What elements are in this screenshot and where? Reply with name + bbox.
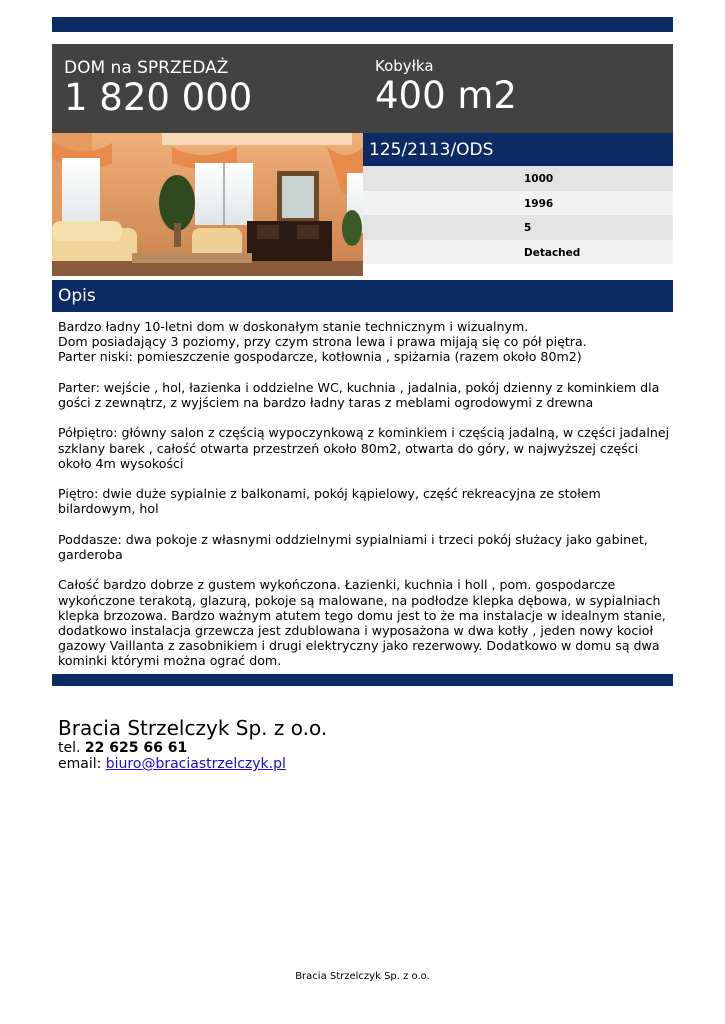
property-photo: [52, 133, 363, 276]
price: 1 820 000: [64, 76, 253, 119]
phone-line: [58, 740, 286, 756]
details-row: [363, 215, 673, 240]
details-value: 1996: [524, 197, 554, 210]
phone-number: 22 625 66 61: [84, 740, 188, 756]
details-value: 5: [524, 222, 532, 234]
details-row: [363, 166, 673, 191]
email-line: [58, 756, 286, 772]
description-paragraph: Bardzo ładny 10-letni dom w doskonałym stanie technicznym i wizualnym. Dom posiadający 3 poziomy, przy czym strona lewa i prawa mijają się co pół piętra. Parter niski: pomieszczenie gospodarcze, kotłownia , spiżarnia (razem około 80m2): [58, 319, 587, 365]
top-bar: [52, 17, 673, 32]
description-paragraph: Całość bardzo dobrze z gustem wykończona. Łazienki, kuchnia i holl , pom. gospodarcze wykończone terakotą, glazurą, pokoje są malowane, na podłodze klepka dębowa, w sypialniach klepka brzozowa. Bardzo ważnym atutem tego domu jest to że ma instalacje w idealnym stanie, dodatkowo instalacja grzewcza jest zdublowana i wyposażona w dwa kotły , jeden nowy kocioł gazowy Vaillanta z zasobnikiem i drugi elektryczny jako rezerwowy. Dodatkowo w domu są dwa kominki którymi można ograć dom.: [58, 577, 666, 669]
footer: Bracia Strzelczyk Sp. z o.o.: [295, 971, 430, 982]
section-title: Opis: [58, 286, 96, 306]
company-name: Bracia Strzelczyk Sp. z o.o.: [58, 716, 328, 740]
living-room-image: [52, 133, 363, 276]
email-label: email:: [58, 756, 102, 772]
details-row: [363, 240, 673, 265]
phone-label: tel.: [58, 740, 81, 756]
details-value: Detached: [524, 246, 581, 259]
email-link[interactable]: biuro@braciastrzelczyk.pl: [105, 756, 286, 772]
description-header: [52, 280, 673, 312]
description-paragraph: Piętro: dwie duże sypialnie z balkonami, pokój kąpielowy, część rekreacyjna ze stołem bilardowym, hol: [58, 486, 601, 517]
description-paragraph: Półpiętro: główny salon z częścią wypoczynkową z kominkiem i częścią jadalną, w części jadalnej szklany barek , całość otwarta przestrzeń około 80m2, otwarta do góry, w najwyższej części około 4m wysokości: [58, 425, 670, 471]
reference-number: 125/2113/ODS: [369, 140, 494, 160]
details-value: 1000: [524, 173, 554, 185]
contact-info: [58, 740, 286, 772]
description-paragraph: Parter: wejście , hol, łazienka i oddzielne WC, kuchnia , jadalnia, pokój dzienny z kominkiem dla gości z zewnątrz, z wyjściem na bardzo ładny taras z meblami ogrodowymi z drewna: [58, 379, 660, 410]
description: [58, 319, 670, 684]
property-type: DOM na SPRZEDAŻ: [64, 58, 229, 78]
description-paragraph: Poddasze: dwa pokoje z własnymi oddzielnymi sypialniami i trzeci pokój służacy jako gabinet, garderoba: [58, 531, 648, 562]
details-row: [363, 191, 673, 216]
bottom-bar: [52, 674, 673, 686]
location: Kobyłka: [375, 57, 434, 75]
reference-bar: [363, 133, 673, 166]
listing-header: [52, 44, 673, 133]
area: 400 m2: [375, 74, 517, 117]
details-table: [363, 166, 673, 264]
